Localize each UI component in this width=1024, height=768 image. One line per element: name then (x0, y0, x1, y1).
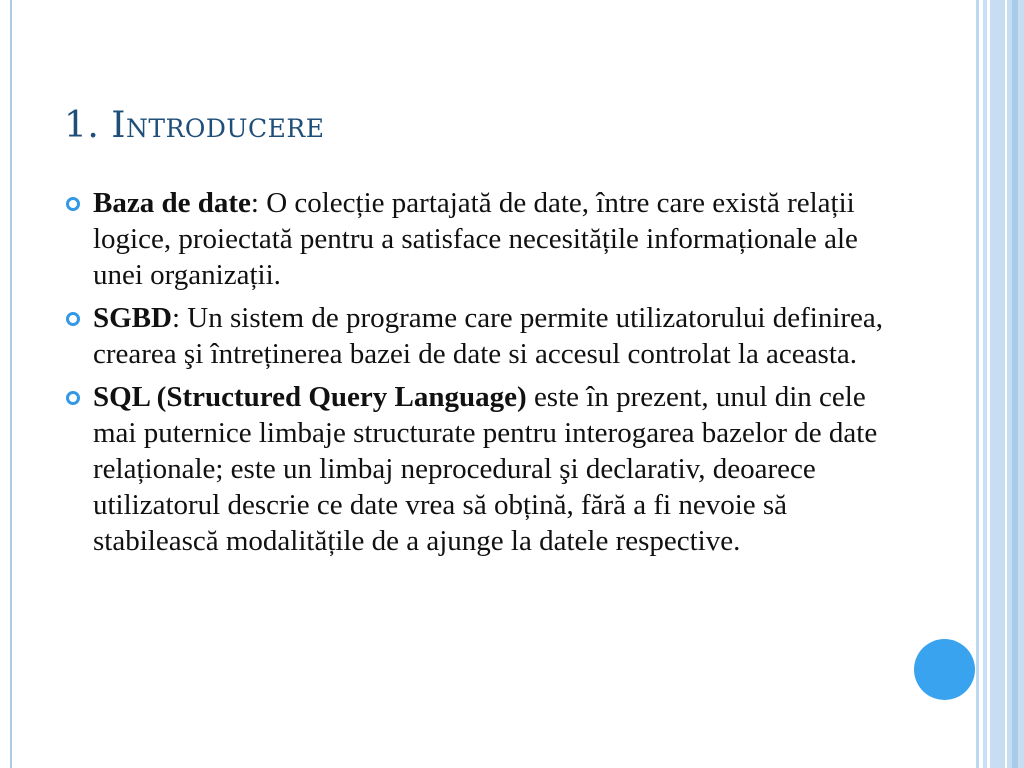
bullet-item (64, 300, 884, 372)
bullet-separator: : (250, 187, 267, 219)
title-number: 1. (64, 105, 112, 146)
right-decorative-stripe (1012, 0, 1018, 768)
bullet-text: Un sistem de programe care permite utilizatorului definirea, crearea şi întreținerea bazei de date si accesul controlat la aceasta. (93, 302, 884, 370)
bullet-circle-icon (66, 197, 80, 211)
bullet-item (64, 185, 884, 293)
bullet-item (64, 379, 884, 559)
bullet-list (64, 185, 884, 566)
bullet-text: este în prezent, unul din cele mai puternice limbaje structurate pentru interogarea bazelor de date relaționale; este un limbaj neprocedural şi declarativ, deoarece utilizatorul descrie ce date vrea să obțină, fără a fi nevoie să stabilească modalitățile de a ajunge la datele respective. (93, 381, 878, 557)
decorative-circle (914, 639, 975, 700)
right-decorative-stripe (1005, 0, 1007, 768)
bullet-separator: : (171, 302, 188, 334)
bullet-circle-icon (66, 312, 80, 326)
left-border-line (10, 0, 12, 768)
bullet-circle-icon (66, 391, 80, 405)
title-text: Introducere (111, 105, 325, 146)
bullet-term: SQL (Structured Query Language) (93, 381, 527, 413)
bullet-term: SGBD (93, 302, 172, 334)
right-decorative-stripe (990, 0, 1024, 768)
bullet-separator (527, 381, 534, 413)
slide-title (64, 104, 324, 147)
bullet-text: O colecție partajată de date, între care există relații logice, proiectată pentru a satisface necesitățile informaționale ale unei organizații. (93, 187, 858, 291)
bullet-term: Baza de date (93, 187, 251, 219)
